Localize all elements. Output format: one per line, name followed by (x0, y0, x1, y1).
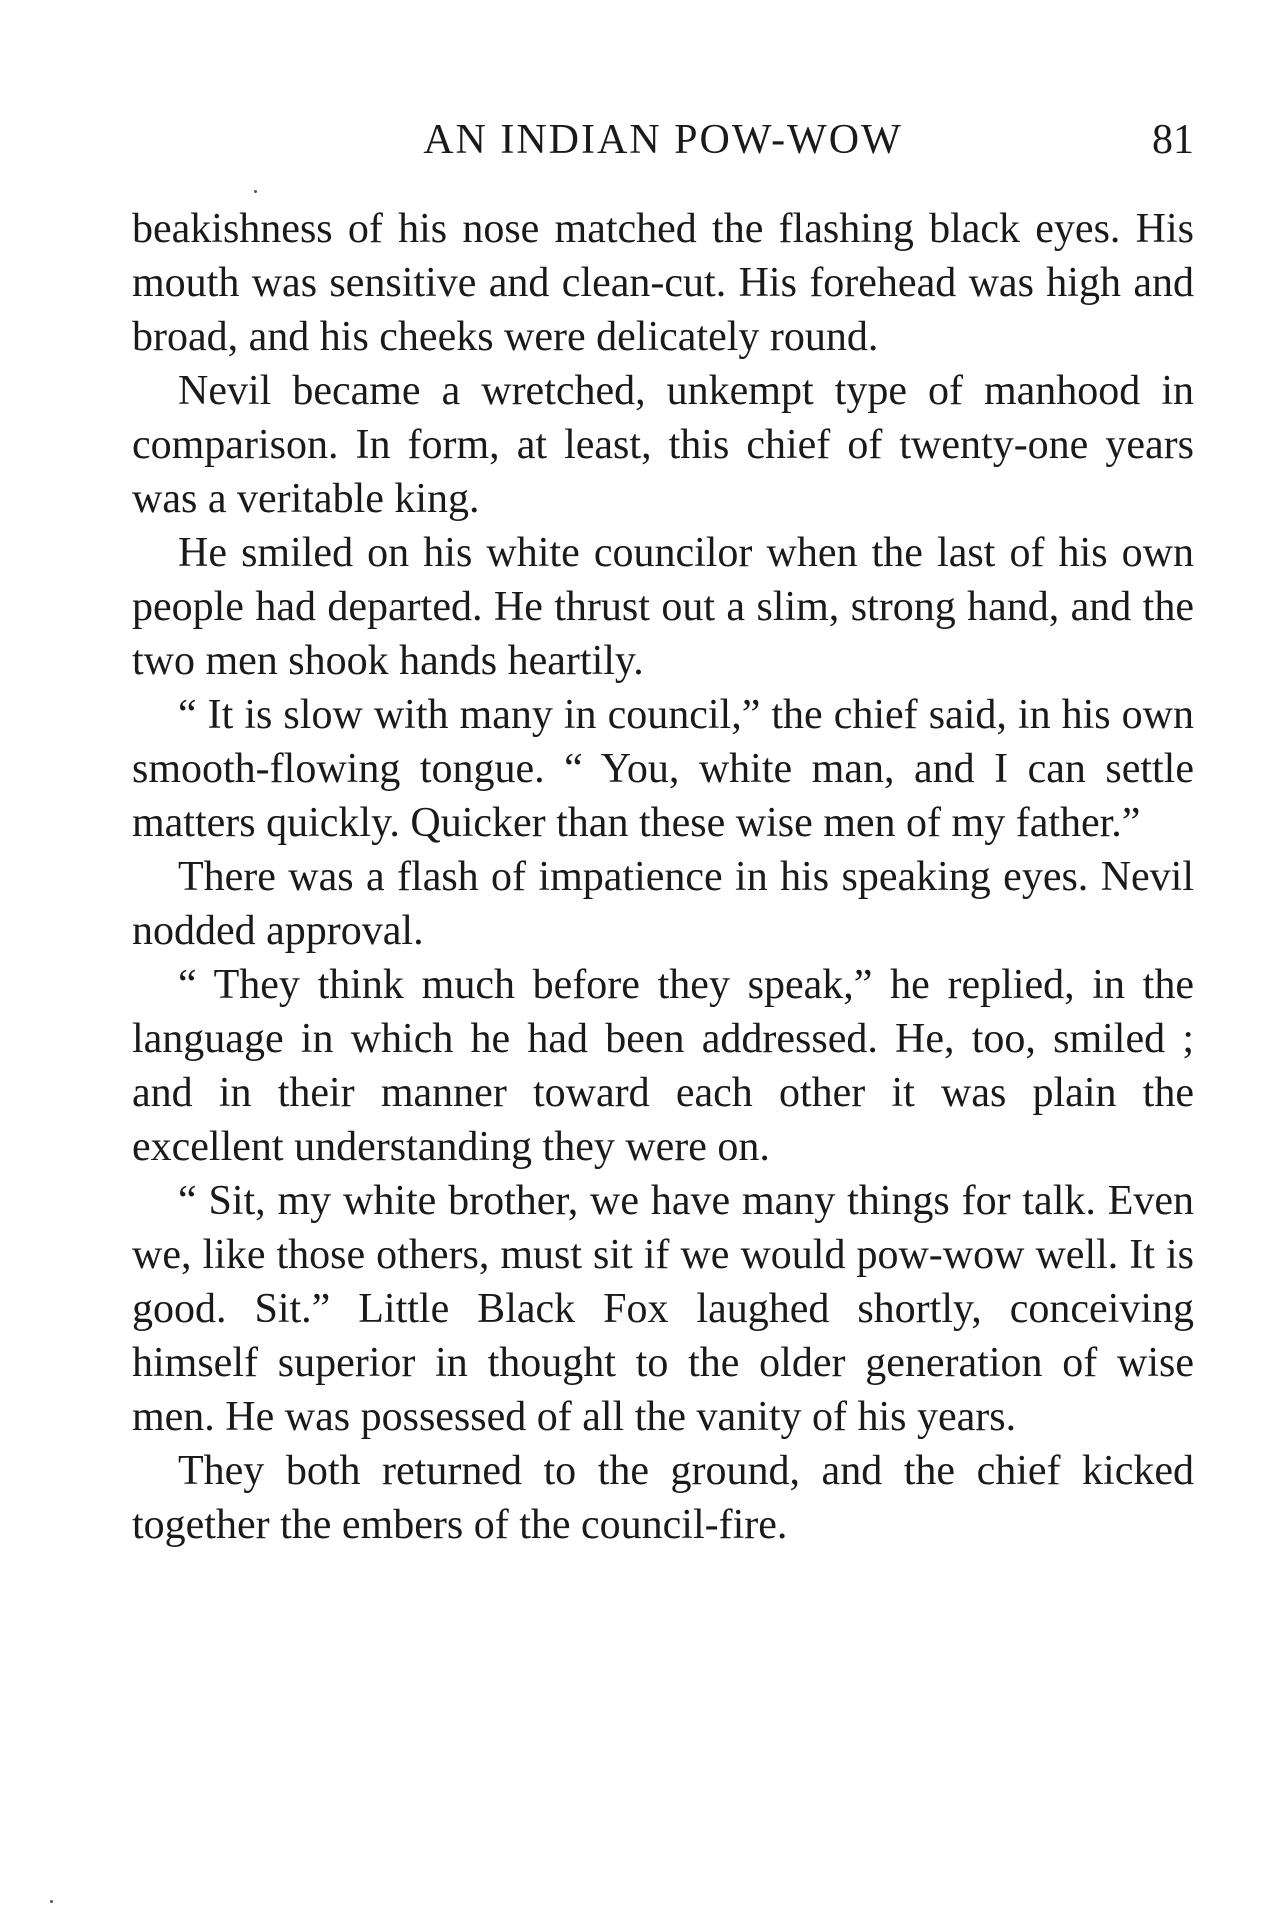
running-head (132, 108, 1194, 168)
paper-speck (50, 1900, 53, 1903)
paragraph: Nevil became a wretched, unkempt type of manhood in comparison. In form, at least, this chief of twenty-one years was a veritable king. (132, 368, 1194, 522)
paragraph: beakishness of his nose matched the flashing black eyes. His mouth was sensitive and clean-cut. His forehead was high and broad, and his cheeks were delicately round. (132, 206, 1194, 360)
paper-speck (254, 190, 257, 193)
paragraph: “ It is slow with many in council,” the chief said, in his own smooth-flowing tongue. “ You, white man, and I can settle matters quickly. Quicker than these wise men of my father.” (132, 692, 1194, 846)
paragraph: “ They think much before they speak,” he replied, in the language in which he had been addressed. He, too, smiled ; and in their manner toward each other it was plain the excellent understanding they were on. (132, 962, 1194, 1170)
book-page (132, 108, 1194, 1552)
paragraph: They both returned to the ground, and the chief kicked together the embers of the council-fire. (132, 1448, 1194, 1548)
running-title: AN INDIAN POW-WOW (423, 117, 903, 163)
paragraph: He smiled on his white councilor when the last of his own people had departed. He thrust out a slim, strong hand, and the two men shook hands heartily. (132, 530, 1194, 684)
page-number: 81 (1152, 117, 1194, 163)
paragraph: “ Sit, my white brother, we have many things for talk. Even we, like those others, must sit if we would pow-wow well. It is good. Sit.” Little Black Fox laughed shortly, conceiving himself superior in thought to the older generation of wise men. He was possessed of all the vanity of his years. (132, 1178, 1194, 1440)
body-text (132, 202, 1194, 1552)
paragraph: There was a flash of impatience in his speaking eyes. Nevil nodded approval. (132, 854, 1194, 954)
